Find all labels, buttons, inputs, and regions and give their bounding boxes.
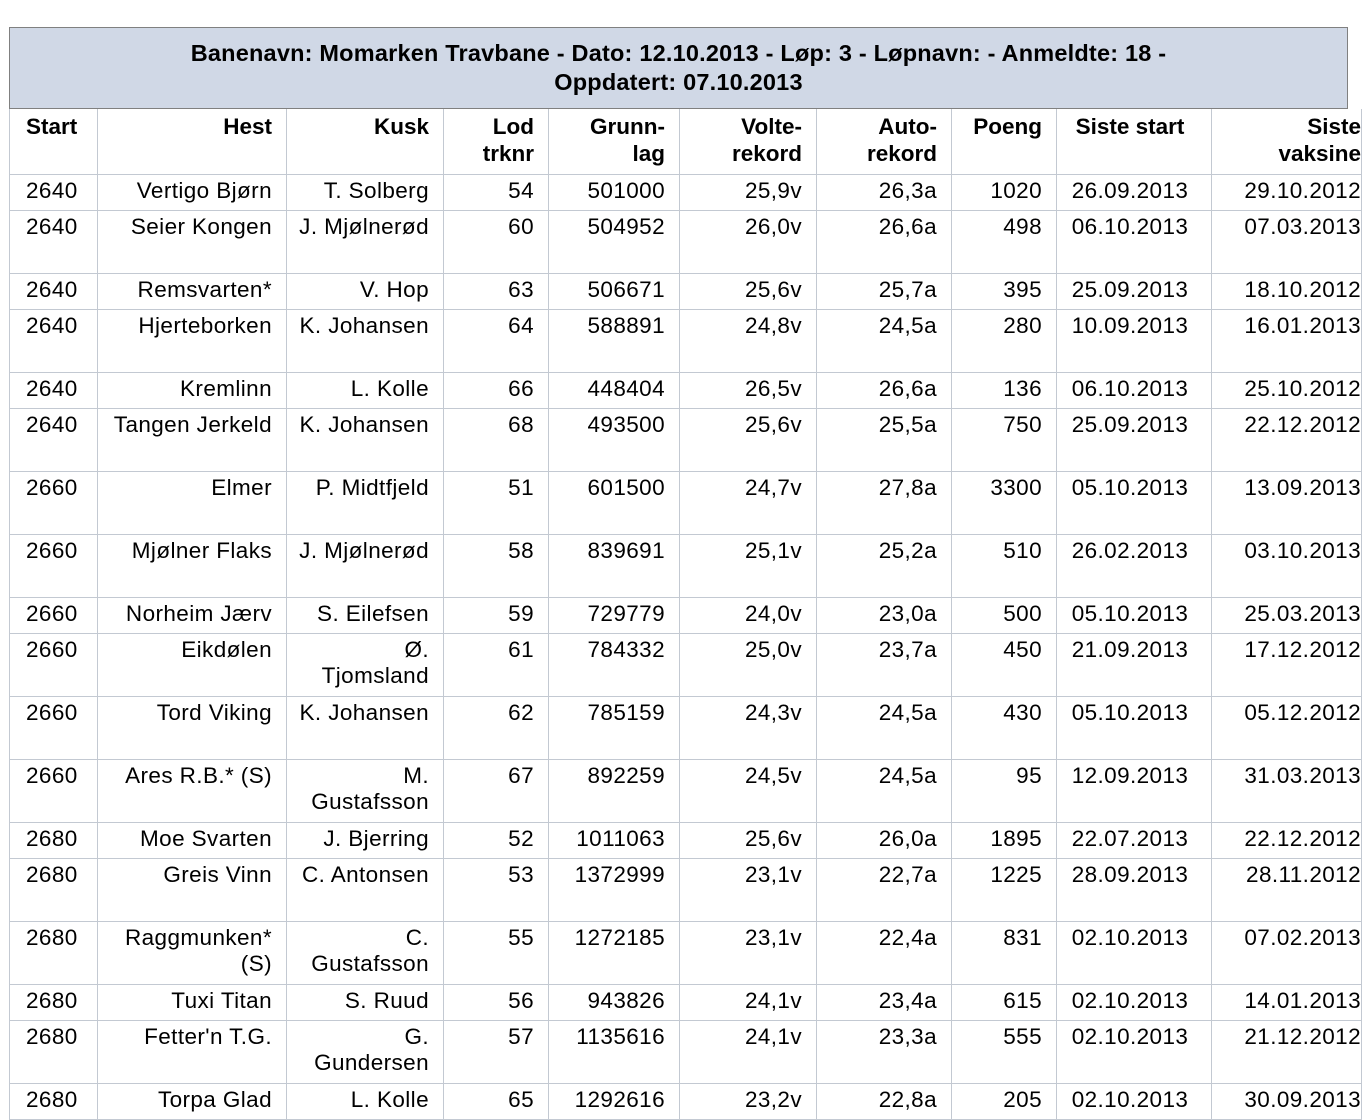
volte-record-cell: 24,7v [680, 471, 817, 534]
table-row [10, 273, 1362, 309]
points-cell: 1895 [952, 822, 1057, 858]
start-cell: 2660 [10, 633, 98, 696]
table-row [10, 696, 1362, 759]
auto-record-cell: 24,5a [817, 696, 952, 759]
base-cell: 506671 [549, 273, 680, 309]
start-cell: 2640 [10, 309, 98, 372]
driver-cell: J. Mjølnerød [287, 534, 444, 597]
horse-cell: Tuxi Titan [98, 984, 287, 1020]
column-header-text: trknr [482, 140, 534, 166]
table-row [10, 858, 1362, 921]
column-header-text: rekord [866, 140, 937, 166]
base-cell: 839691 [549, 534, 680, 597]
column-header-text: Lod [492, 114, 534, 139]
column-header-text: vaksine [1278, 140, 1361, 166]
last-vaccine-cell: 16.01.2013 [1212, 309, 1362, 372]
lot-cell: 64 [444, 309, 549, 372]
driver-cell: L. Kolle [287, 1083, 444, 1119]
lot-cell: 59 [444, 597, 549, 633]
lot-cell: 63 [444, 273, 549, 309]
start-cell: 2660 [10, 534, 98, 597]
horse-cell: Elmer [98, 471, 287, 534]
volte-record-cell: 24,3v [680, 696, 817, 759]
last-vaccine-cell: 25.03.2013 [1212, 597, 1362, 633]
last-start-cell: 12.09.2013 [1057, 759, 1212, 822]
base-cell: 785159 [549, 696, 680, 759]
driver-cell: S. Ruud [287, 984, 444, 1020]
table-row [10, 921, 1362, 984]
points-cell: 510 [952, 534, 1057, 597]
start-cell: 2660 [10, 759, 98, 822]
table-row [10, 210, 1362, 273]
lot-cell: 61 [444, 633, 549, 696]
table-row [10, 984, 1362, 1020]
auto-record-cell: 25,7a [817, 273, 952, 309]
last-start-cell: 28.09.2013 [1057, 858, 1212, 921]
last-vaccine-cell: 17.12.2012 [1212, 633, 1362, 696]
lot-cell: 62 [444, 696, 549, 759]
column-header [444, 109, 549, 174]
table-row [10, 633, 1362, 696]
volte-record-cell: 25,9v [680, 174, 817, 210]
auto-record-cell: 23,4a [817, 984, 952, 1020]
lot-cell: 65 [444, 1083, 549, 1119]
points-cell: 831 [952, 921, 1057, 984]
table-body [10, 174, 1362, 1119]
driver-cell: C. Gustafsson [287, 921, 444, 984]
table-row [10, 372, 1362, 408]
lot-cell: 52 [444, 822, 549, 858]
volte-record-cell: 25,6v [680, 822, 817, 858]
driver-cell: G. Gundersen [287, 1020, 444, 1083]
horse-cell: Moe Svarten [98, 822, 287, 858]
volte-record-cell: 24,8v [680, 309, 817, 372]
last-vaccine-cell: 03.10.2013 [1212, 534, 1362, 597]
last-start-cell: 05.10.2013 [1057, 696, 1212, 759]
entries-table [9, 109, 1362, 1120]
last-start-cell: 26.02.2013 [1057, 534, 1212, 597]
lot-cell: 58 [444, 534, 549, 597]
column-header-text: lag [632, 140, 665, 166]
last-vaccine-cell: 18.10.2012 [1212, 273, 1362, 309]
points-cell: 1225 [952, 858, 1057, 921]
horse-cell: Ares R.B.* (S) [98, 759, 287, 822]
lot-cell: 53 [444, 858, 549, 921]
last-start-cell: 02.10.2013 [1057, 1020, 1212, 1083]
column-header-text: Poeng [973, 114, 1042, 139]
column-header [1057, 109, 1212, 174]
lot-cell: 56 [444, 984, 549, 1020]
horse-cell: Tord Viking [98, 696, 287, 759]
volte-record-cell: 25,6v [680, 408, 817, 471]
column-header [680, 109, 817, 174]
horse-cell: Mjølner Flaks [98, 534, 287, 597]
start-cell: 2640 [10, 174, 98, 210]
base-cell: 1011063 [549, 822, 680, 858]
driver-cell: Ø. Tjomsland [287, 633, 444, 696]
horse-cell: Kremlinn [98, 372, 287, 408]
volte-record-cell: 24,1v [680, 1020, 817, 1083]
last-start-cell: 05.10.2013 [1057, 597, 1212, 633]
column-header-text: Volte- [741, 114, 802, 139]
table-row [10, 534, 1362, 597]
column-header-text: Grunn- [590, 114, 665, 139]
driver-cell: P. Midtfjeld [287, 471, 444, 534]
volte-record-cell: 25,1v [680, 534, 817, 597]
base-cell: 1292616 [549, 1083, 680, 1119]
last-start-cell: 05.10.2013 [1057, 471, 1212, 534]
base-cell: 588891 [549, 309, 680, 372]
points-cell: 95 [952, 759, 1057, 822]
last-start-cell: 26.09.2013 [1057, 174, 1212, 210]
auto-record-cell: 27,8a [817, 471, 952, 534]
column-header-text: Siste [1307, 114, 1361, 139]
base-cell: 729779 [549, 597, 680, 633]
driver-cell: K. Johansen [287, 696, 444, 759]
last-start-cell: 22.07.2013 [1057, 822, 1212, 858]
horse-cell: Hjerteborken [98, 309, 287, 372]
volte-record-cell: 24,5v [680, 759, 817, 822]
page-title [9, 27, 1348, 109]
column-header [952, 109, 1057, 174]
auto-record-cell: 26,3a [817, 174, 952, 210]
last-vaccine-cell: 25.10.2012 [1212, 372, 1362, 408]
last-start-cell: 02.10.2013 [1057, 984, 1212, 1020]
last-start-cell: 06.10.2013 [1057, 210, 1212, 273]
volte-record-cell: 23,2v [680, 1083, 817, 1119]
start-cell: 2640 [10, 210, 98, 273]
lot-cell: 54 [444, 174, 549, 210]
last-vaccine-cell: 30.09.2013 [1212, 1083, 1362, 1119]
horse-cell: Eikdølen [98, 633, 287, 696]
horse-cell: Seier Kongen [98, 210, 287, 273]
points-cell: 1020 [952, 174, 1057, 210]
last-vaccine-cell: 07.02.2013 [1212, 921, 1362, 984]
last-vaccine-cell: 13.09.2013 [1212, 471, 1362, 534]
table-row [10, 597, 1362, 633]
last-vaccine-cell: 21.12.2012 [1212, 1020, 1362, 1083]
base-cell: 601500 [549, 471, 680, 534]
horse-cell: Raggmunken* (S) [98, 921, 287, 984]
base-cell: 784332 [549, 633, 680, 696]
race-entries-sheet [9, 27, 1361, 1112]
driver-cell: J. Mjølnerød [287, 210, 444, 273]
last-vaccine-cell: 07.03.2013 [1212, 210, 1362, 273]
table-row [10, 759, 1362, 822]
lot-cell: 60 [444, 210, 549, 273]
lot-cell: 51 [444, 471, 549, 534]
auto-record-cell: 25,2a [817, 534, 952, 597]
column-header [549, 109, 680, 174]
auto-record-cell: 22,8a [817, 1083, 952, 1119]
points-cell: 450 [952, 633, 1057, 696]
last-start-cell: 21.09.2013 [1057, 633, 1212, 696]
horse-cell: Greis Vinn [98, 858, 287, 921]
column-header [98, 109, 287, 174]
last-vaccine-cell: 05.12.2012 [1212, 696, 1362, 759]
table-row [10, 822, 1362, 858]
horse-cell: Vertigo Bjørn [98, 174, 287, 210]
table-row [10, 309, 1362, 372]
last-start-cell: 02.10.2013 [1057, 921, 1212, 984]
auto-record-cell: 22,4a [817, 921, 952, 984]
start-cell: 2680 [10, 858, 98, 921]
last-start-cell: 02.10.2013 [1057, 1083, 1212, 1119]
base-cell: 1135616 [549, 1020, 680, 1083]
column-header-text: Kusk [373, 114, 429, 139]
last-start-cell: 10.09.2013 [1057, 309, 1212, 372]
points-cell: 395 [952, 273, 1057, 309]
volte-record-cell: 23,1v [680, 921, 817, 984]
driver-cell: K. Johansen [287, 408, 444, 471]
start-cell: 2640 [10, 372, 98, 408]
volte-record-cell: 25,6v [680, 273, 817, 309]
start-cell: 2660 [10, 471, 98, 534]
start-cell: 2680 [10, 1020, 98, 1083]
column-header [287, 109, 444, 174]
points-cell: 430 [952, 696, 1057, 759]
points-cell: 500 [952, 597, 1057, 633]
last-vaccine-cell: 22.12.2012 [1212, 822, 1362, 858]
points-cell: 750 [952, 408, 1057, 471]
base-cell: 493500 [549, 408, 680, 471]
lot-cell: 68 [444, 408, 549, 471]
lot-cell: 67 [444, 759, 549, 822]
points-cell: 555 [952, 1020, 1057, 1083]
auto-record-cell: 25,5a [817, 408, 952, 471]
points-cell: 136 [952, 372, 1057, 408]
start-cell: 2680 [10, 822, 98, 858]
title-line-1: Banenavn: Momarken Travbane - Dato: 12.10.2013 - Løp: 3 - Løpnavn: - Anmeldte: 18 - [190, 40, 1167, 66]
last-start-cell: 25.09.2013 [1057, 408, 1212, 471]
driver-cell: J. Bjerring [287, 822, 444, 858]
column-header [10, 109, 98, 174]
horse-cell: Fetter'n T.G. [98, 1020, 287, 1083]
column-header [817, 109, 952, 174]
base-cell: 504952 [549, 210, 680, 273]
volte-record-cell: 24,0v [680, 597, 817, 633]
driver-cell: C. Antonsen [287, 858, 444, 921]
start-cell: 2640 [10, 408, 98, 471]
start-cell: 2660 [10, 696, 98, 759]
volte-record-cell: 24,1v [680, 984, 817, 1020]
column-header-text: Hest [223, 114, 272, 139]
lot-cell: 57 [444, 1020, 549, 1083]
base-cell: 943826 [549, 984, 680, 1020]
column-header-text: Siste start [1075, 114, 1185, 139]
base-cell: 1272185 [549, 921, 680, 984]
lot-cell: 66 [444, 372, 549, 408]
column-header-text: rekord [731, 140, 802, 166]
driver-cell: V. Hop [287, 273, 444, 309]
points-cell: 3300 [952, 471, 1057, 534]
start-cell: 2680 [10, 1083, 98, 1119]
last-vaccine-cell: 14.01.2013 [1212, 984, 1362, 1020]
points-cell: 498 [952, 210, 1057, 273]
start-cell: 2680 [10, 984, 98, 1020]
base-cell: 448404 [549, 372, 680, 408]
last-vaccine-cell: 22.12.2012 [1212, 408, 1362, 471]
table-row [10, 1020, 1362, 1083]
start-cell: 2660 [10, 597, 98, 633]
volte-record-cell: 26,0v [680, 210, 817, 273]
horse-cell: Tangen Jerkeld [98, 408, 287, 471]
table-row [10, 1083, 1362, 1119]
base-cell: 1372999 [549, 858, 680, 921]
lot-cell: 55 [444, 921, 549, 984]
last-vaccine-cell: 29.10.2012 [1212, 174, 1362, 210]
auto-record-cell: 26,0a [817, 822, 952, 858]
auto-record-cell: 26,6a [817, 372, 952, 408]
driver-cell: S. Eilefsen [287, 597, 444, 633]
table-header-row [10, 109, 1362, 174]
table-row [10, 408, 1362, 471]
auto-record-cell: 23,3a [817, 1020, 952, 1083]
horse-cell: Norheim Jærv [98, 597, 287, 633]
driver-cell: L. Kolle [287, 372, 444, 408]
column-header-text: Start [26, 114, 78, 139]
driver-cell: M. Gustafsson [287, 759, 444, 822]
last-start-cell: 25.09.2013 [1057, 273, 1212, 309]
last-start-cell: 06.10.2013 [1057, 372, 1212, 408]
auto-record-cell: 23,7a [817, 633, 952, 696]
auto-record-cell: 26,6a [817, 210, 952, 273]
auto-record-cell: 23,0a [817, 597, 952, 633]
table-row [10, 471, 1362, 534]
points-cell: 205 [952, 1083, 1057, 1119]
volte-record-cell: 26,5v [680, 372, 817, 408]
start-cell: 2680 [10, 921, 98, 984]
auto-record-cell: 24,5a [817, 309, 952, 372]
title-line-2: Oppdatert: 07.10.2013 [554, 69, 803, 95]
volte-record-cell: 25,0v [680, 633, 817, 696]
driver-cell: K. Johansen [287, 309, 444, 372]
horse-cell: Remsvarten* [98, 273, 287, 309]
auto-record-cell: 24,5a [817, 759, 952, 822]
start-cell: 2640 [10, 273, 98, 309]
last-vaccine-cell: 28.11.2012 [1212, 858, 1362, 921]
auto-record-cell: 22,7a [817, 858, 952, 921]
horse-cell: Torpa Glad [98, 1083, 287, 1119]
column-header [1212, 109, 1362, 174]
base-cell: 501000 [549, 174, 680, 210]
base-cell: 892259 [549, 759, 680, 822]
volte-record-cell: 23,1v [680, 858, 817, 921]
last-vaccine-cell: 31.03.2013 [1212, 759, 1362, 822]
points-cell: 280 [952, 309, 1057, 372]
column-header-text: Auto- [878, 114, 937, 139]
points-cell: 615 [952, 984, 1057, 1020]
driver-cell: T. Solberg [287, 174, 444, 210]
table-row [10, 174, 1362, 210]
